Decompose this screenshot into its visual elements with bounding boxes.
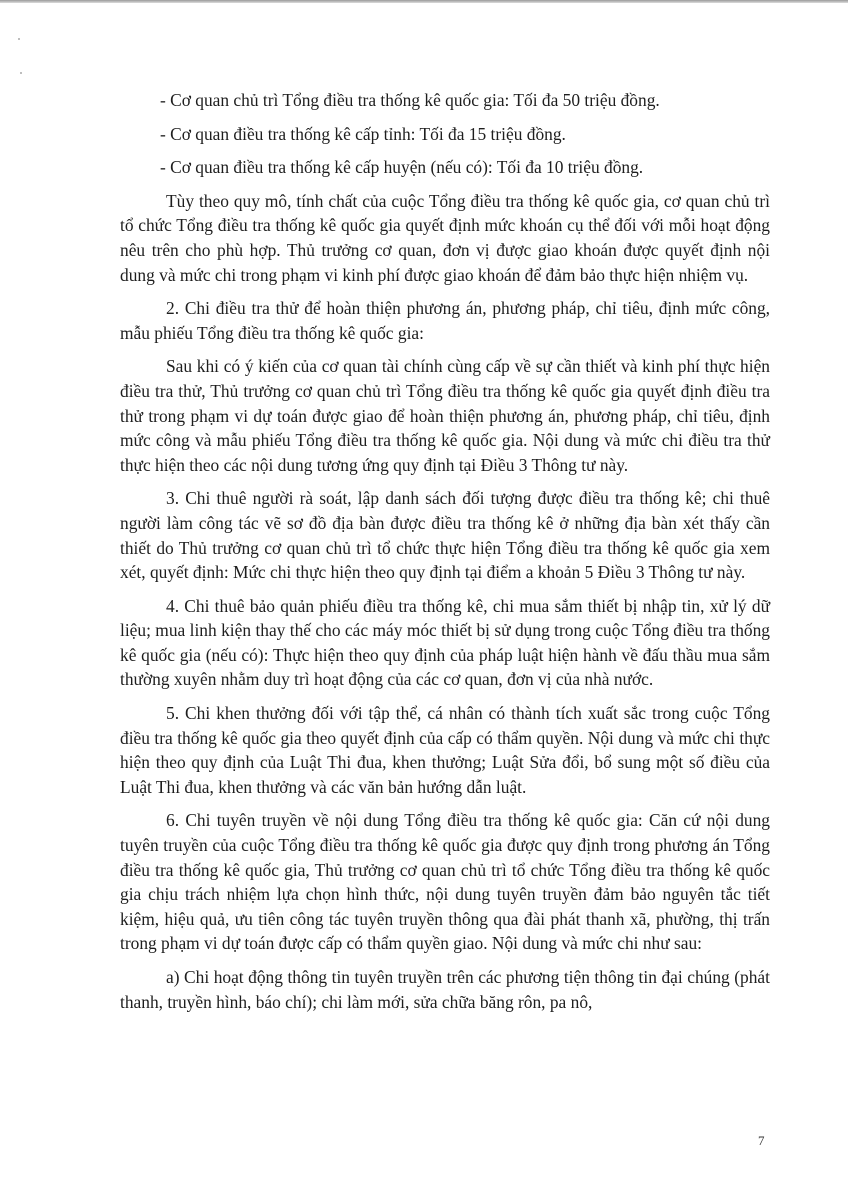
scan-speck: [18, 38, 20, 40]
section-3: 3. Chi thuê người rà soát, lập danh sách đối tượng được điều tra thống kê; chi thuê người làm công tác vẽ sơ đồ địa bàn được điều tra thống kê ở những địa bàn xét thấy cần thiết do Thủ trưởng cơ quan chủ trì tổ chức thực hiện Tổng điều tra thống kê quốc gia xem xét, quyết định: Mức chi thực hiện theo quy định tại điểm a khoản 5 Điều 3 Thông tư này.: [120, 488, 770, 583]
page-number: 7: [758, 1133, 765, 1148]
document-body: [120, 88, 770, 1014]
scan-edge-top: [0, 0, 848, 3]
section-2-heading: 2. Chi điều tra thử để hoàn thiện phương án, phương pháp, chỉ tiêu, định mức công, mẫu phiếu Tổng điều tra thống kê quốc gia:: [120, 298, 770, 343]
section-5: 5. Chi khen thưởng đối với tập thể, cá nhân có thành tích xuất sắc trong cuộc Tổng điều tra thống kê quốc gia theo quyết định của cấp có thẩm quyền. Nội dung và mức chi thực hiện theo quy định của Luật Thi đua, khen thưởng; Luật Sửa đổi, bổ sung một số điều của Luật Thi đua, khen thưởng và các văn bản hướng dẫn luật.: [120, 703, 770, 797]
scan-speck: [20, 72, 22, 74]
section-2-body: Sau khi có ý kiến của cơ quan tài chính cùng cấp về sự cần thiết và kinh phí thực hiện điều tra thử, Thủ trưởng cơ quan chủ trì Tổng điều tra thống kê quốc gia quyết định điều tra thử trong phạm vi dự toán được giao để hoàn thiện phương án, phương pháp, chỉ tiêu, định mức công và mẫu phiếu Tổng điều tra thống kê quốc gia. Nội dung và mức chi điều tra thử thực hiện theo các nội dung tương ứng quy định tại Điều 3 Thông tư này.: [120, 356, 770, 475]
section-6a: a) Chi hoạt động thông tin tuyên truyền trên các phương tiện thông tin đại chúng (phát thanh, truyền hình, báo chí); chi làm mới, sửa chữa băng rôn, pa nô,: [120, 967, 770, 1012]
paragraph-lump-sum: Tùy theo quy mô, tính chất của cuộc Tổng điều tra thống kê quốc gia, cơ quan chủ trì tổ chức Tổng điều tra thống kê quốc gia quyết định mức khoán cụ thể đối với mỗi hoạt động nêu trên cho phù hợp. Thủ trưởng cơ quan, đơn vị được giao khoán được quyết định nội dung và mức chi trong phạm vi kinh phí được giao khoán để đảm bảo thực hiện nhiệm vụ.: [120, 190, 770, 285]
section-4: 4. Chi thuê bảo quản phiếu điều tra thống kê, chi mua sắm thiết bị nhập tin, xử lý dữ liệu; mua linh kiện thay thế cho các máy móc thiết bị sử dụng trong cuộc Tổng điều tra thống kê quốc gia (nếu có): Thực hiện theo quy định của pháp luật hiện hành về đấu thầu mua sắm thường xuyên nhằm duy trì hoạt động của các cơ quan, đơn vị của nhà nước.: [120, 595, 770, 690]
limit-province-agency: - Cơ quan điều tra thống kê cấp tỉnh: Tối đa 15 triệu đồng.: [160, 123, 566, 144]
section-6: 6. Chi tuyên truyền về nội dung Tổng điều tra thống kê quốc gia: Căn cứ nội dung tuyên truyền của cuộc Tổng điều tra thống kê quốc gia được quy định trong phương án Tổng điều tra thống kê quốc gia, Thủ trưởng cơ quan chủ trì tổ chức Tổng điều tra thống kê quốc gia chịu trách nhiệm lựa chọn hình thức, nội dung tuyên truyền đảm bảo nguyên tắc tiết kiệm, hiệu quả, ưu tiên công tác tuyên truyền thông qua đài phát thanh xã, phường, thị trấn trong phạm vi dự toán được cấp có thẩm quyền giao. Nội dung và mức chi như sau:: [120, 810, 770, 954]
limit-central-agency: - Cơ quan chủ trì Tổng điều tra thống kê quốc gia: Tối đa 50 triệu đồng.: [160, 90, 660, 110]
limit-district-agency: - Cơ quan điều tra thống kê cấp huyện (nếu có): Tối đa 10 triệu đồng.: [160, 157, 644, 178]
